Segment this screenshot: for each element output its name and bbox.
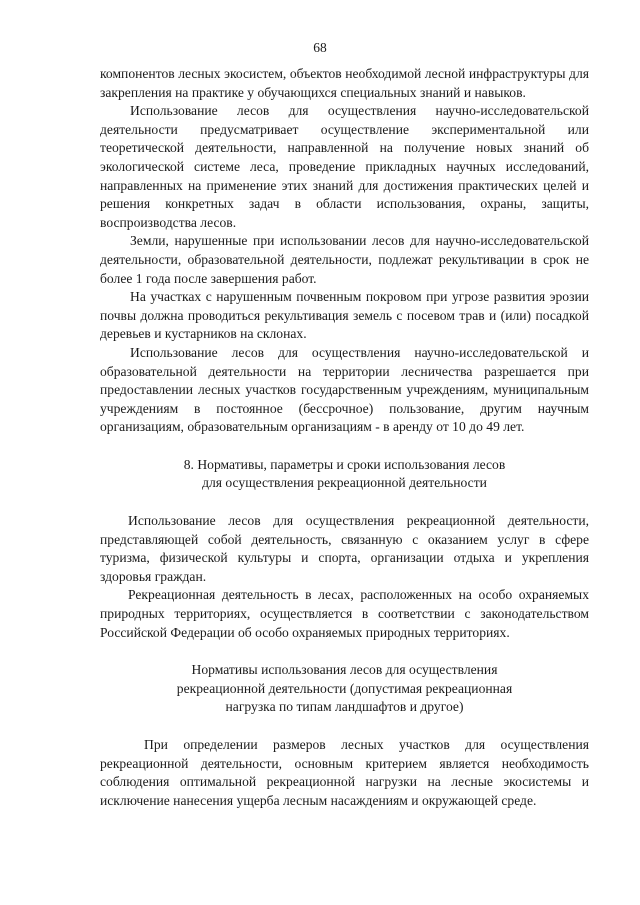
paragraph-recreational-load: При определении размеров лесных участков для осуществления рекреационной деятельности, основным критерием является необходимость соблюдения оптимальной рекреационной нагрузки на лесные экосистемы и исключение нанесения ущерба лесным насаждениям и окружающей среде. bbox=[100, 737, 589, 808]
paragraph-protected-territories: Рекреационная деятельность в лесах, расположенных на особо охраняемых природных территориях, осуществляется в соответствии с законодательством Российской Федерации об особо охраняемых природных территориях. bbox=[100, 587, 589, 640]
sub-heading-line-3: нагрузка по типам ландшафтов и другое) bbox=[225, 699, 464, 715]
paragraph-continuation: компонентов лесных экосистем, объектов необходимой лесной инфраструктуры для закрепления на практике у обучающихся специальных знаний и навыков. bbox=[100, 66, 589, 100]
sub-heading-line-2: рекреационной деятельности (допустимая рекреационная bbox=[176, 680, 513, 696]
paragraph-land-reclamation: Земли, нарушенные при использовании лесов для научно-исследовательской деятельности, образовательной деятельности, подлежат рекультивации в срок не более 1 года после завершения работ. bbox=[100, 233, 589, 286]
paragraph-soil-erosion: На участках с нарушенным почвенным покровом при угрозе развития эрозии почвы должна проводиться рекультивация земель с посевом трав и (или) посадкой деревьев и кустарников на склонах. bbox=[100, 289, 589, 342]
paragraph-land-provision: Использование лесов для осуществления научно-исследовательской и образовательной деятельности на территории лесничества разрешается при предоставлении лесных участков государственным учреждениям, муниципальным учреждениям в постоянное (бессрочное) пользование, другим научным организациям, образовательным организациям - в аренду от 10 до 49 лет. bbox=[100, 344, 589, 435]
page-number: 68 bbox=[313, 40, 327, 55]
sub-heading-line-1: Нормативы использования лесов для осуществления bbox=[191, 662, 498, 678]
page-body bbox=[100, 65, 589, 810]
section-heading-line-1: 8. Нормативы, параметры и сроки использования лесов bbox=[183, 456, 506, 472]
section-heading-line-2: для осуществления рекреационной деятельности bbox=[202, 475, 487, 491]
sub-heading bbox=[100, 661, 589, 717]
section-heading bbox=[100, 456, 589, 493]
paragraph-research-activity: Использование лесов для осуществления научно-исследовательской деятельности предусматривает осуществление экспериментальной или теоретической деятельности, направленной на получение новых знаний об экологической системе леса, проведение прикладных научных исследований, направленных на применение этих знаний для достижения практических целей и решения конкретных задач в области использования, охраны, защиты, воспроизводства лесов. bbox=[100, 103, 589, 230]
paragraph-recreational-definition: Использование лесов для осуществления рекреационной деятельности, представляющей собой деятельность, связанную с оказанием услуг в сфере туризма, физической культуры и спорта, организации отдыха и укрепления здоровья граждан. bbox=[100, 513, 589, 584]
